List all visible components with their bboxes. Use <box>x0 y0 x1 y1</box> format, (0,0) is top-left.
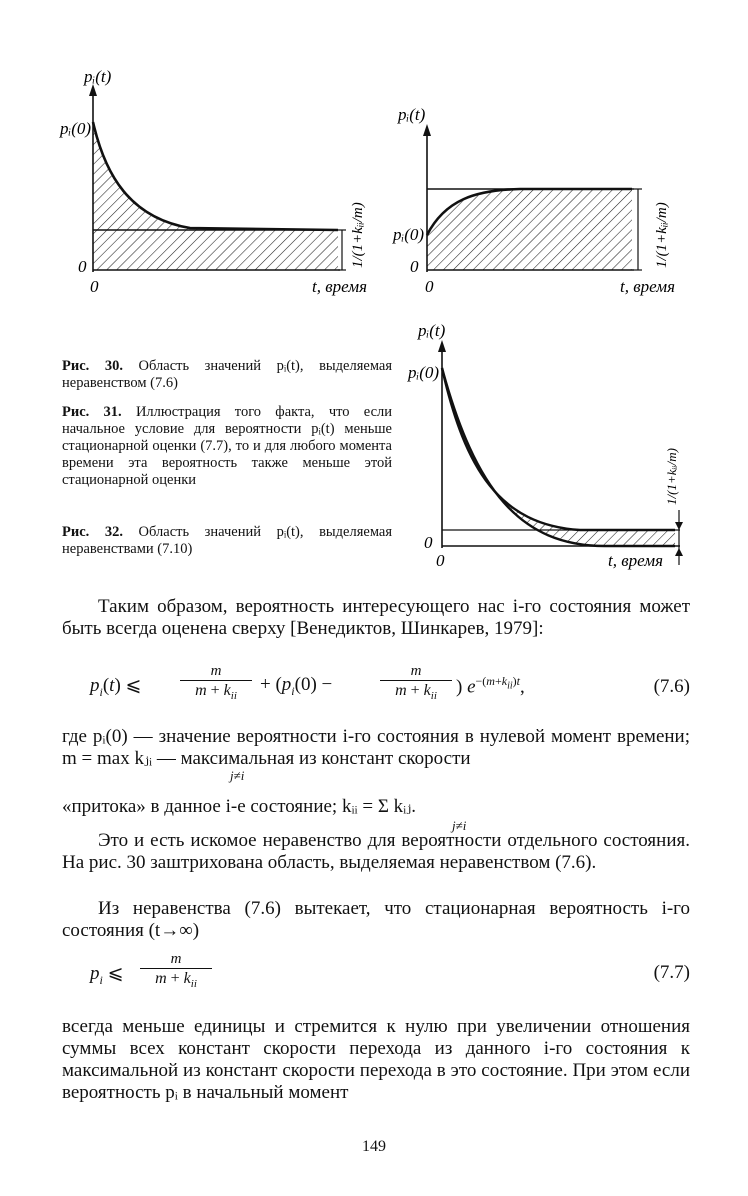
fig32-upper-curve <box>442 368 675 530</box>
equation-7-6: $p_i(t)$ ⩽ m $m + k_{ii}$ + ($p_i(0)$ − m $m + k_{ii}$ ) $e^{-(m+k_{ii})t}$, <box>90 663 525 703</box>
paragraph-2-line-1: где pᵢ(0) — значение вероятности i-го состояния в нулевой момент времени; m = max kⱼᵢ — максимальная из констант скорости <box>62 726 690 769</box>
paragraph-3: Это и есть искомое неравенство для вероятности отдельного состояния. На рис. 30 заштрихована область, выделяемая неравенством (7.6). <box>62 830 690 873</box>
paragraph-2-line-2: «притока» в данное i-е состояние; kᵢᵢ = Σ kᵢⱼ. <box>62 796 417 817</box>
fig32-origin-y: 0 <box>424 533 433 552</box>
fig30-p0-label: pᵢ(0) <box>60 119 92 138</box>
fig32-y-axis-label: pᵢ(t) <box>418 321 446 340</box>
fig30-y-axis-label: pᵢ(t) <box>84 67 112 86</box>
fig31-y-arrow <box>423 124 431 136</box>
fig31-x-axis-label: t, время <box>620 277 675 296</box>
fig31-origin-y: 0 <box>410 257 419 276</box>
fig30-origin-x: 0 <box>90 277 99 296</box>
fig32-lower-curve <box>442 368 675 546</box>
max-subscript: j≠i <box>230 768 245 783</box>
caption-fig32 <box>62 524 392 558</box>
fig32-y-arrow <box>438 340 446 352</box>
equation-7-7-number: (7.7) <box>653 962 690 983</box>
paragraph-1: Таким образом, вероятность интересующего нас i-го состояния может быть всегда оценена сверху [Венедиктов, Шинкарев, 1979]: <box>62 596 690 639</box>
fig32-p0-label: pᵢ(0) <box>408 363 440 382</box>
fig30-bracket-label: 1/(1+kᵢᵢ/m) <box>350 202 366 268</box>
fig30-x-axis-label: t, время <box>312 277 367 296</box>
fig32-bracket-label: 1/(1+kᵢᵢ/m) <box>664 448 679 505</box>
fig32-x-axis-label: t, время <box>608 551 663 570</box>
caption-fig31 <box>62 404 392 489</box>
caption-fig32-label: Рис. 32. <box>62 524 123 540</box>
equation-7-7: $p_i$ ⩽ m $m + k_{ii}$ <box>90 950 290 996</box>
caption-fig32-text: Область значений pᵢ(t), выделяемая неравенствами (7.10) <box>62 524 392 557</box>
caption-fig31-text: Иллюстрация того факта, что если начальное условие для вероятности pᵢ(t) меньше стационарной оценки (7.7), то и для любого момента времени эта вероятность также меньше этой стационарной оценки <box>62 404 392 488</box>
paragraph-4: Из неравенства (7.6) вытекает, что стационарная вероятность i-го состояния (t→∞) <box>62 898 690 941</box>
caption-fig31-label: Рис. 31. <box>62 404 122 420</box>
fig30-hatched-region <box>93 122 338 270</box>
fig32-hatched-region <box>442 368 675 546</box>
paragraph-5: всегда меньше единицы и стремится к нулю при увеличении отношения суммы всех констант скорости перехода из данного i-го состояния к максимальной из констант скорости перехода в это состояние. При этом если вероятность pᵢ в начальный момент <box>62 1016 690 1103</box>
fig31-origin-x: 0 <box>425 277 434 296</box>
fig31-bracket-label: 1/(1+kᵢᵢ/m) <box>654 202 670 268</box>
fig31-p0-label: pᵢ(0) <box>393 225 425 244</box>
fig31-y-axis-label: pᵢ(t) <box>398 105 426 124</box>
caption-fig30-label: Рис. 30. <box>62 358 123 374</box>
fig30-origin-y: 0 <box>78 257 87 276</box>
page-number: 149 <box>362 1138 386 1155</box>
caption-fig30 <box>62 358 392 392</box>
caption-fig30-text: Область значений pᵢ(t), выделяемая неравенством (7.6) <box>62 358 392 391</box>
equation-7-6-number: (7.6) <box>653 676 690 697</box>
fig32-origin-x: 0 <box>436 551 445 570</box>
sum-subscript: j≠i <box>452 818 467 833</box>
